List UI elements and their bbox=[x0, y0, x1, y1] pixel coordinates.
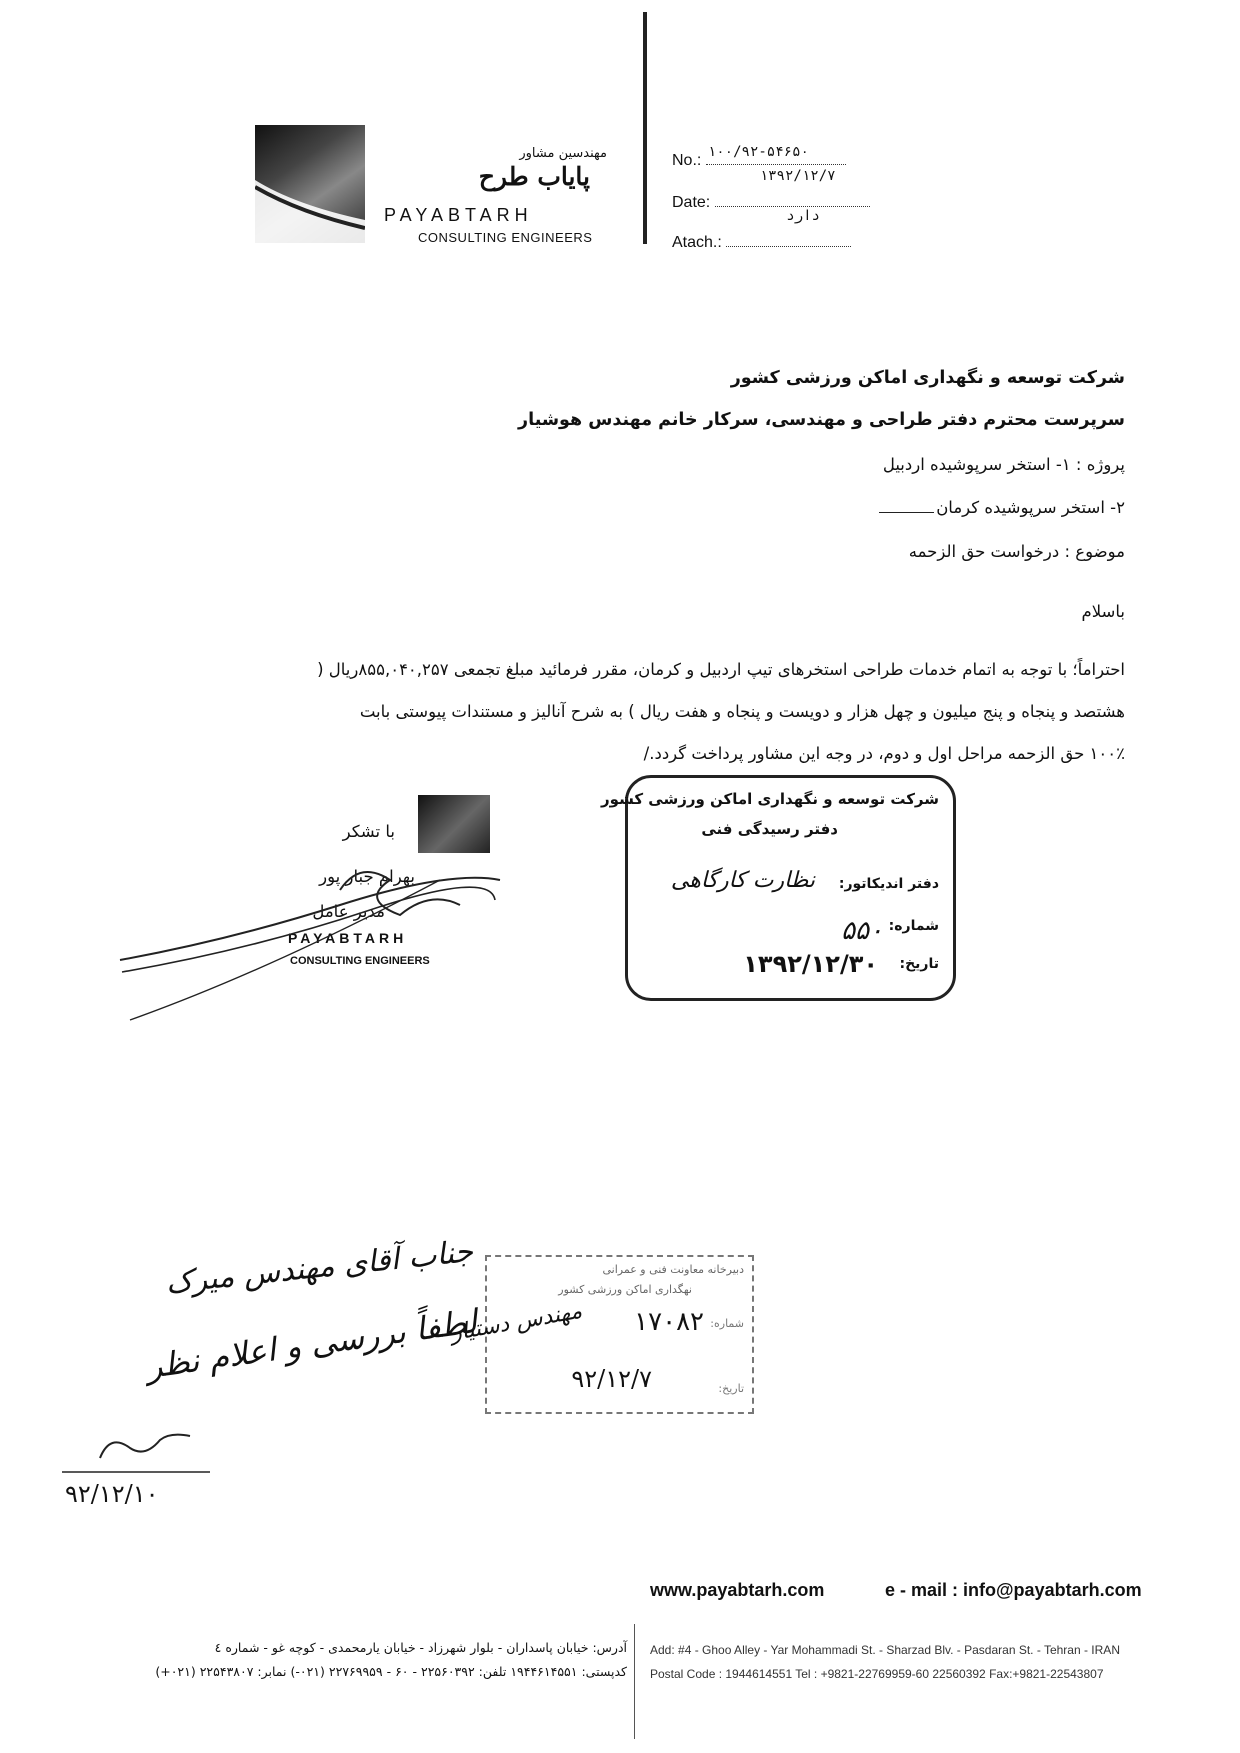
letter-number-value: ۱۰۰/۹۲-۵۴۶۵۰ bbox=[707, 144, 809, 160]
secretariat-stamp-date-value: ۹۲/۱۲/۷ bbox=[571, 1365, 652, 1393]
footer-divider bbox=[634, 1624, 635, 1739]
brand-subtitle-fa: مهندسین مشاور bbox=[519, 146, 607, 161]
body-line-3: ۱۰۰٪ حق الزحمه مراحل اول و دوم، در وجه این مشاور پرداخت گردد./ bbox=[643, 744, 1125, 763]
body-line-1: احتراماً؛ با توجه به اتمام خدمات طراحی استخرهای تیپ اردبیل و کرمان، مقرر فرمائید مبلغ تجمعی ۸۵۵,۰۴۰,۲۵۷ریال ( bbox=[317, 660, 1125, 679]
handwritten-initial-scribble bbox=[60, 1420, 220, 1480]
received-stamp-date-label: تاریخ: bbox=[899, 956, 939, 972]
letter-attach-row bbox=[672, 208, 851, 252]
received-stamp-indicator-label: دفتر اندیکاتور: bbox=[838, 876, 939, 892]
letter-attach-label: Atach.: bbox=[672, 234, 722, 251]
letter-number-row bbox=[672, 144, 846, 170]
recipient-person: سرپرست محترم دفتر طراحی و مهندسی، سرکار خانم مهندس هوشیار bbox=[518, 410, 1125, 430]
footer-website[interactable]: www.payabtarh.com bbox=[650, 1580, 825, 1600]
body-line-2: هشتصد و پنجاه و پنج میلیون و چهل هزار و دویست و پنجاه و هفت ریال ) به شرح آنالیز و مستندات پیوستی بابت bbox=[359, 702, 1125, 721]
letter-date-value: ۱۳۹۲/۱۲/۷ bbox=[759, 168, 836, 184]
project-line-1: پروژه : ۱- استخر سرپوشیده اردبیل bbox=[882, 455, 1125, 474]
received-stamp bbox=[601, 775, 956, 1001]
signer-name: بهرام جبار پور bbox=[319, 867, 415, 886]
handwritten-referral-line1: جناب آقای مهندس میرک bbox=[164, 1233, 475, 1302]
signature-stamp-brand: PAYABTARH bbox=[288, 930, 408, 946]
secretariat-stamp bbox=[485, 1255, 754, 1414]
secretariat-handwritten-note: مهندس دستیار bbox=[448, 1298, 584, 1347]
greeting: باسلام bbox=[1081, 602, 1125, 621]
footer-contact-en: Postal Code : 1944614551 Tel : +9821-22769959-60 22560392 Fax:+9821-22543807 bbox=[650, 1667, 1104, 1681]
footer-address-fa: آدرس: خیابان پاسداران - بلوار شهرزاد - خیابان یارمحمدی - کوچه غو - شماره ٤ bbox=[214, 1640, 627, 1655]
secretariat-stamp-number-value: ۱۷۰۸۲ bbox=[634, 1307, 704, 1337]
company-logo-graphic bbox=[255, 125, 365, 243]
footer-email[interactable]: e - mail : info@payabtarh.com bbox=[885, 1580, 1142, 1600]
secretariat-stamp-line2: نهگداری اماکن ورزشی کشور bbox=[558, 1283, 692, 1296]
received-stamp-org: شرکت توسعه و نگهداری اماکن ورزشی کشور bbox=[601, 790, 939, 808]
closing: با تشکر bbox=[342, 822, 395, 841]
received-stamp-dept: دفتر رسیدگی فنی bbox=[701, 820, 838, 838]
secretariat-stamp-date-label: تاریخ: bbox=[718, 1382, 744, 1395]
letter-number-label: No.: bbox=[672, 152, 702, 169]
signature-stamp-sub: CONSULTING ENGINEERS bbox=[290, 955, 430, 967]
recipient-org: شرکت توسعه و نگهداری اماکن ورزشی کشور bbox=[730, 368, 1125, 388]
header-divider bbox=[643, 12, 647, 244]
handwritten-referral-date: ۹۲/۱۲/۱۰ bbox=[65, 1480, 159, 1508]
secretariat-stamp-line1: دبیرخانه معاونت فنی و عمرانی bbox=[602, 1263, 744, 1276]
signature-scribble bbox=[110, 850, 510, 1030]
received-stamp-number-label: شماره: bbox=[888, 918, 939, 934]
brand-subtitle-en: CONSULTING ENGINEERS bbox=[418, 230, 593, 245]
signer-title: مدیر عامل bbox=[312, 902, 385, 921]
received-stamp-number-value: ۵۵۰ bbox=[841, 916, 883, 946]
received-stamp-date-value: ۱۳۹۲/۱۲/۳۰ bbox=[743, 950, 878, 978]
footer-contact-fa: کدپستی: ۱۹۴۴۶۱۴۵۵۱ تلفن: ۲۲۵۶۰۳۹۲ - ۶۰ - ۲۲۷۶۹۹۵۹ (۰۲۱-) نمابر: ۲۲۵۴۳۸۰۷ (۰۲۱+) bbox=[155, 1664, 627, 1679]
secretariat-stamp-number-label: شماره: bbox=[710, 1317, 744, 1330]
handwritten-referral-line2: لطفاً بررسی و اعلام نظر bbox=[143, 1301, 480, 1387]
letter-date-row bbox=[672, 168, 870, 212]
signature-stamp-logo bbox=[418, 795, 490, 853]
brand-name-fa: پایاب طرح bbox=[478, 162, 590, 191]
brand-name-en: PAYABTARH bbox=[384, 205, 533, 225]
letter-attach-value: دارد bbox=[786, 208, 820, 224]
letter-date-label: Date: bbox=[672, 194, 711, 211]
footer-address-en: Add: #4 - Ghoo Alley - Yar Mohammadi St. - Sharzad Blv. - Pasdaran St. - Tehran - IRAN bbox=[650, 1643, 1120, 1657]
received-stamp-indicator-value: نظارت کارگاهی bbox=[670, 868, 815, 893]
subject-line: موضوع : درخواست حق الزحمه bbox=[908, 542, 1125, 561]
project-line-2: ۲- استخر سرپوشیده کرمان bbox=[879, 498, 1125, 517]
